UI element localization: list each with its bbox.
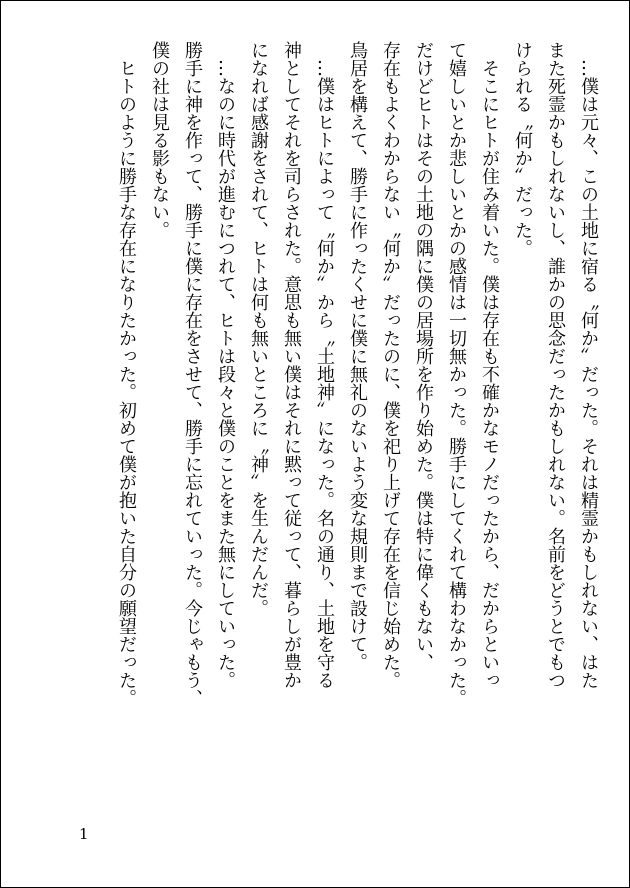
text-line: …僕は元々、この土地に宿る〝何か〟だった。それは精霊かもしれない、はた bbox=[578, 41, 599, 689]
text-line: だけどヒトはその土地の隅に僕の居場所を作り始めた。僕は特に偉くもない、 bbox=[413, 41, 434, 671]
text-line: …なのに時代が進むにつれて、ヒトは段々と僕のことをまた無にしていった。 bbox=[215, 41, 236, 689]
text-line: 存在もよくわからない〝何か〟だったのに、僕を祀り上げて存在を信じ始めた。 bbox=[380, 41, 401, 689]
text-line: 僕の社は見る影もない。 bbox=[149, 41, 170, 239]
text-line: 勝手に神を作って、勝手に僕に存在をさせて、勝手に忘れていった。今じゃもう、 bbox=[182, 41, 203, 707]
text-line: そこにヒトが住み着いた。僕は存在も不確かなモノだったから、だからといっ bbox=[479, 41, 500, 689]
text-line: て嬉しいとか悲しいとかの感情は一切無かった。勝手にしてくれて構わなかった。 bbox=[446, 41, 467, 707]
page-number: 1 bbox=[79, 825, 89, 843]
text-line: …僕はヒトによって〝何か〟から〝土地神〟になった。名の通り、土地を守る bbox=[314, 41, 335, 689]
text-line: ヒトのように勝手な存在になりたかった。初めて僕が抱いた自分の願望だった。 bbox=[116, 41, 137, 707]
text-line: けられる〝何か〟だった。 bbox=[512, 41, 533, 257]
body-text bbox=[110, 41, 605, 831]
text-line: 神としてそれを司らされた。意思も無い僕はそれに黙って従って、暮らしが豊か bbox=[281, 41, 302, 689]
text-line: になれば感謝をされて、ヒトは何も無いところに〝神〟を生んだんだ。 bbox=[248, 41, 269, 617]
text-line: また死霊かもしれないし、誰かの思念だったかもしれない。名前をどうとでもつ bbox=[545, 41, 566, 689]
text-line: 鳥居を構えて、勝手に作ったくせに僕に無礼のないよう変な規則まで設けて。 bbox=[347, 41, 368, 671]
